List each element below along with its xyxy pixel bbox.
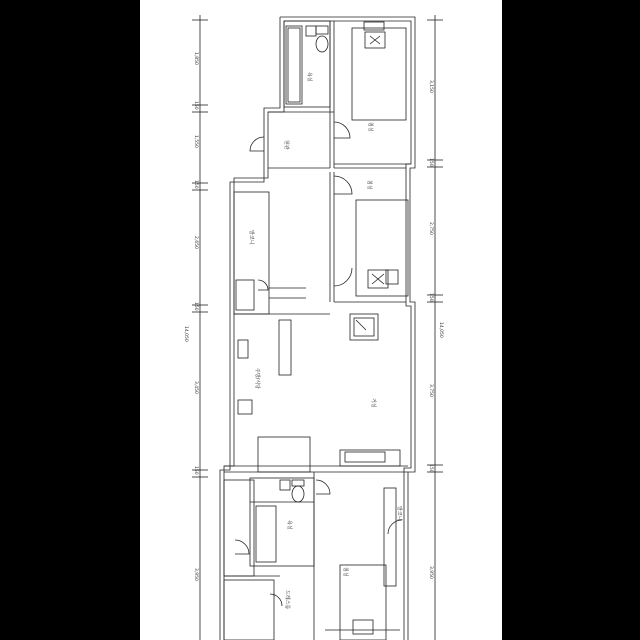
dim-right-total: 14,050: [438, 322, 443, 338]
toilet-bottom: [292, 480, 304, 502]
dim-right-s3: 150: [428, 464, 433, 473]
interior-walls: [224, 21, 411, 640]
dim-left-5: 3,950: [193, 568, 198, 581]
room-label-entrance: 현관: [283, 140, 289, 150]
dim-left-4: 3,450: [193, 381, 198, 394]
room-label-kitchen: 주방/식당: [254, 368, 260, 390]
room-label-bathroom-top: 욕실: [306, 72, 312, 82]
bed-top-bedroom: [352, 22, 406, 120]
floor-plan: [140, 0, 502, 640]
bed-middle-bedroom: [356, 200, 408, 296]
dim-left-3: 2,650: [193, 236, 198, 249]
bathtub-top: [286, 26, 302, 104]
room-label-bedroom-middle: 침실: [366, 180, 372, 190]
outer-walls: [220, 17, 415, 640]
dim-left-2: 1,550: [193, 135, 198, 148]
room-label-living: 거실: [370, 398, 376, 408]
dim-right-4: 3,950: [428, 566, 433, 579]
sink-top: [306, 26, 316, 36]
dim-left-s3: 150: [193, 302, 198, 311]
sofa: [350, 314, 378, 340]
room-label-bedroom-top: 침실: [367, 122, 373, 132]
room-label-dressroom: 드레스룸: [284, 590, 290, 610]
toilet-top: [316, 26, 328, 52]
tv-cabinet: [345, 452, 385, 462]
dim-left-total: 14,050: [183, 326, 188, 342]
dim-right-2: 2,750: [428, 222, 433, 235]
dim-left-s2: 150: [193, 180, 198, 189]
room-label-balcony-lower: 발코니: [396, 506, 402, 521]
dim-right-s1: 150: [428, 158, 433, 167]
sink-bottom: [280, 480, 290, 490]
door-swings: [235, 122, 402, 606]
dim-left-s4: 150: [193, 466, 198, 475]
dim-right-3: 3,750: [428, 384, 433, 397]
dim-right-1: 3,150: [428, 80, 433, 93]
room-label-bedroom-bottom: 침실: [342, 567, 348, 577]
drawing-sheet: [140, 0, 502, 640]
dim-left-s1: 150: [193, 101, 198, 110]
kitchen-counter: [238, 340, 252, 414]
room-label-bathroom-bottom: 욕실: [286, 520, 292, 530]
room-label-balcony-upper: 발코니: [248, 230, 254, 245]
dim-left-1: 1,850: [193, 52, 198, 65]
dim-right-s2: 150: [428, 293, 433, 302]
